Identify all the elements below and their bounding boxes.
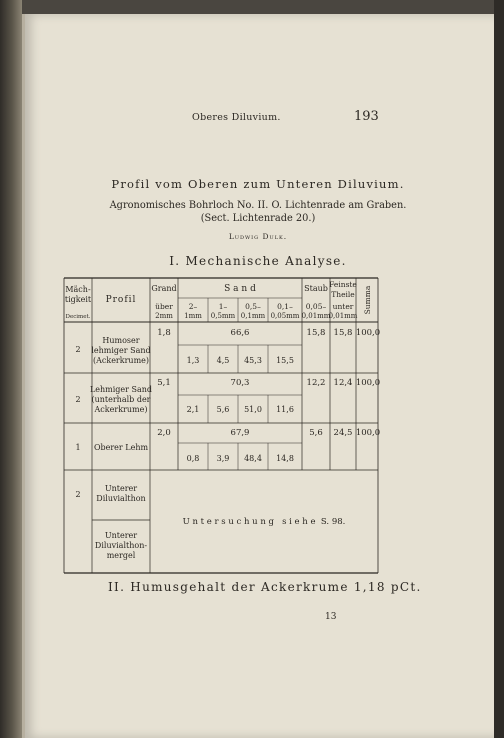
row1-profil-line3: (Ackerkrume) <box>92 356 150 365</box>
row3-sand-total: 67,9 <box>230 428 250 438</box>
row3-staub: 5,6 <box>309 428 323 438</box>
row1-depth: 2 <box>75 345 81 354</box>
row3-sand-3: 48,4 <box>244 454 262 463</box>
header-sand-col-3a: 0,5– <box>245 302 261 311</box>
row3-summa: 100,0 <box>355 428 381 438</box>
header-maechtigkeit-2: tigkeit <box>64 295 92 304</box>
row2-sand-4: 11,6 <box>276 405 294 414</box>
header-grand: Grand <box>151 284 177 293</box>
header-feinste: Feinste <box>329 280 357 289</box>
row1-staub: 15,8 <box>306 328 326 338</box>
row1-sand-2: 4,5 <box>216 356 230 365</box>
header-grand-sub2: 2mm <box>155 312 173 320</box>
author: Ludwig Dulk. <box>228 232 288 241</box>
section-heading-humus: II. Humusgehalt der Ackerkrume 1,18 pCt. <box>108 580 422 594</box>
header-unter: unter <box>332 302 354 311</box>
header-unit: Decimet. <box>65 314 91 320</box>
row2-sand-2: 5,6 <box>216 405 230 414</box>
row3-depth: 1 <box>75 443 81 452</box>
row2-grand: 5,1 <box>157 378 171 388</box>
row2-profil-line2: (unterhalb der <box>91 395 151 404</box>
row3-sand-1: 0,8 <box>186 454 200 463</box>
row3-profil-line1: Oberer Lehm <box>93 443 149 452</box>
row1-sand-total: 66,6 <box>230 328 250 338</box>
header-summa: Summa <box>363 285 372 315</box>
header-sand-col-1a: 2– <box>188 302 198 311</box>
row1-profil-line1: Humoser <box>102 336 140 345</box>
page-number: 193 <box>354 109 379 124</box>
row5-profil-line1: Unterer <box>104 531 138 540</box>
row3-grand: 2,0 <box>157 428 171 438</box>
row4-profil-line1: Unterer <box>104 484 138 493</box>
row5-profil-line3: mergel <box>106 551 136 560</box>
row2-profil-line1: Lehmiger Sand <box>89 385 153 394</box>
running-title: Oberes Diluvium. <box>192 112 281 123</box>
subtitle-section: (Sect. Lichtenrade 20.) <box>200 213 316 224</box>
header-staub: Staub <box>304 284 328 293</box>
row4-profil-line2: Diluvialthon <box>96 494 146 503</box>
header-sand: S a n d <box>224 284 256 294</box>
header-grand-sub1: über <box>155 302 173 311</box>
row2-profil-line3: Ackerkrume) <box>94 405 148 414</box>
header-staub-a: 0,05– <box>305 302 327 311</box>
header-sand-col-4a: 0,1– <box>277 302 293 311</box>
row2-feinste: 12,4 <box>333 378 353 388</box>
row2-sand-1: 2,1 <box>186 405 200 414</box>
header-sand-col-2b: 0,5mm <box>210 312 236 320</box>
subtitle-borehole: Agronomisches Bohrloch No. II. O. Lichtenrade am Graben. <box>109 200 407 211</box>
header-sand-col-2a: 1– <box>218 302 228 311</box>
row3-sand-4: 14,8 <box>276 454 294 463</box>
row4-depth: 2 <box>75 490 81 499</box>
header-theile: Theile <box>331 290 355 299</box>
row5-profil-line2: Diluvialthon- <box>94 541 148 550</box>
row1-profil-line2: lehmiger Sand <box>91 346 151 355</box>
row1-sand-1: 1,3 <box>186 356 200 365</box>
row1-sand-3: 45,3 <box>244 356 262 365</box>
header-sand-col-3b: 0,1mm <box>240 312 266 320</box>
header-profil: Profil <box>105 295 137 305</box>
row3-sand-2: 3,9 <box>216 454 230 463</box>
row2-depth: 2 <box>75 395 81 404</box>
header-sand-col-4b: 0,05mm <box>270 312 300 320</box>
row2-sand-3: 51,0 <box>244 405 262 414</box>
row3-feinste: 24,5 <box>333 428 353 438</box>
row1-summa: 100,0 <box>355 328 381 338</box>
page-title: Profil vom Oberen zum Unteren Diluvium. <box>111 177 405 191</box>
row1-sand-4: 15,5 <box>276 356 294 365</box>
row2-summa: 100,0 <box>355 378 381 388</box>
section-heading-mechanical: I. Mechanische Analyse. <box>169 254 347 268</box>
header-maechtigkeit: Mäch- <box>65 285 91 294</box>
row2-staub: 12,2 <box>306 378 326 388</box>
header-feinste-mm: 0,01mm <box>328 312 358 320</box>
header-sand-col-1b: 1mm <box>184 312 202 320</box>
untersuchung-note: U n t e r s u c h u n g s i e h e S. 98. <box>182 517 346 527</box>
row1-grand: 1,8 <box>157 328 171 338</box>
row2-sand-total: 70,3 <box>230 378 250 388</box>
row1-feinste: 15,8 <box>333 328 353 338</box>
header-staub-b: 0,01mm <box>301 312 331 320</box>
printer-signature: 13 <box>325 612 337 622</box>
